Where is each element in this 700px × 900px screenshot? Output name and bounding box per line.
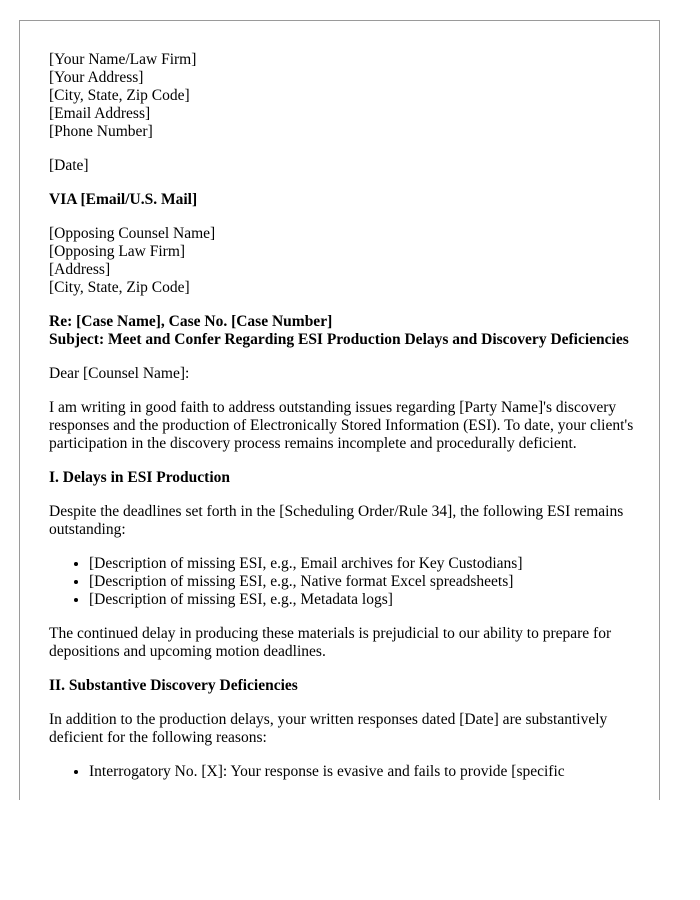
- sender-name: [Your Name/Law Firm]: [49, 51, 197, 68]
- sender-email: [Email Address]: [49, 105, 151, 122]
- section1-intro: Despite the deadlines set forth in the [Scheduling Order/Rule 34], the following ESI remains outstanding:: [49, 503, 624, 538]
- letter-date: [Date]: [49, 157, 89, 174]
- list-item: • Interrogatory No. [X]: Your response is evasive and fails to provide [specific: [89, 763, 639, 781]
- re-line: Re: [Case Name], Case No. [Case Number]: [49, 313, 333, 330]
- list-item: • [Description of missing ESI, e.g., Native format Excel spreadsheets]: [89, 573, 639, 591]
- salutation: Dear [Counsel Name]:: [49, 365, 190, 382]
- recipient-address: [Address]: [49, 261, 111, 278]
- letter-body: [49, 51, 639, 797]
- sender-address: [Your Address]: [49, 69, 144, 86]
- list-item: • [Description of missing ESI, e.g., Email archives for Key Custodians]: [89, 555, 639, 573]
- deficiency-list: [49, 763, 639, 781]
- subject-line: Subject: Meet and Confer Regarding ESI Production Delays and Discovery Deficiencies: [49, 331, 629, 348]
- intro-paragraph: I am writing in good faith to address outstanding issues regarding [Party Name]'s discovery responses and the production of Electronically Stored Information (ESI). To date, your client's participation in the discovery process remains incomplete and procedurally deficient.: [49, 399, 634, 452]
- section1-heading: I. Delays in ESI Production: [49, 469, 231, 486]
- section2-heading: II. Substantive Discovery Deficiencies: [49, 677, 298, 694]
- recipient-name: [Opposing Counsel Name]: [49, 225, 216, 242]
- reference-block: [49, 313, 639, 349]
- sender-phone: [Phone Number]: [49, 123, 153, 140]
- section2-intro: In addition to the production delays, your written responses dated [Date] are substantively deficient for the following reasons:: [49, 711, 608, 746]
- recipient-city: [City, State, Zip Code]: [49, 279, 190, 296]
- missing-esi-list: [49, 555, 639, 609]
- list-item: • [Description of missing ESI, e.g., Metadata logs]: [89, 591, 639, 609]
- recipient-firm: [Opposing Law Firm]: [49, 243, 186, 260]
- sender-city: [City, State, Zip Code]: [49, 87, 190, 104]
- letter-page: [19, 20, 660, 800]
- sender-block: [49, 51, 639, 141]
- recipient-block: [49, 225, 639, 297]
- delivery-method: VIA [Email/U.S. Mail]: [49, 191, 198, 208]
- section1-closing: The continued delay in producing these materials is prejudicial to our ability to prepare for depositions and upcoming motion deadlines.: [49, 625, 612, 660]
